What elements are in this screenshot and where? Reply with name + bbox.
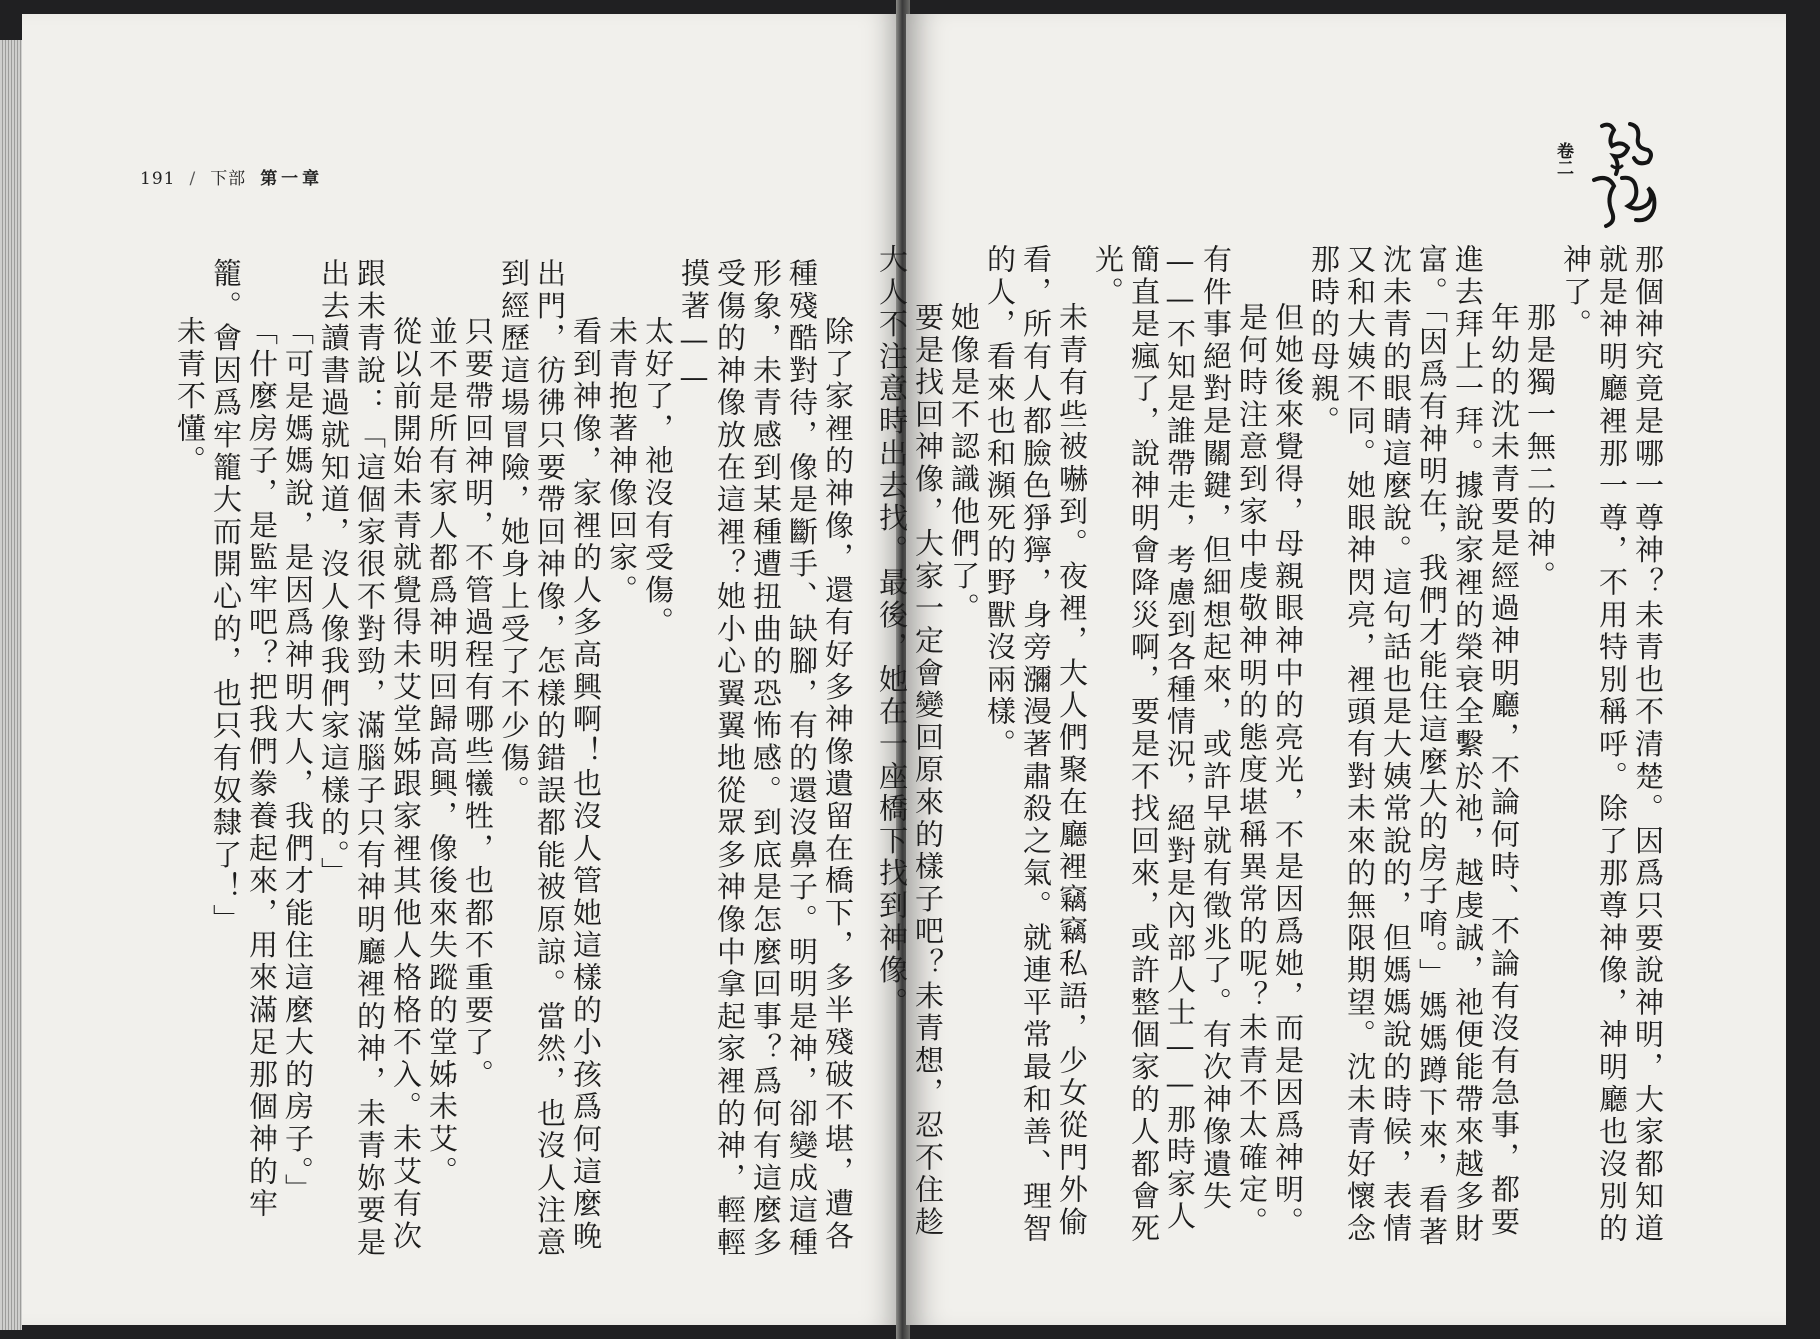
paragraph: 未青不懂。	[173, 316, 207, 478]
left-page	[22, 14, 900, 1325]
paragraph: 她像是不認識他們了。	[947, 302, 981, 625]
paragraph: 未青抱著神像回家。	[605, 316, 639, 607]
part-label: 下部	[210, 169, 247, 189]
left-page-text	[172, 258, 856, 1268]
running-head-separator: /	[189, 169, 197, 189]
paragraph: 是何時注意到家中虔敬神明的態度堪稱異常的呢？未青不太確定。有件事絕對是關鍵，但細想起來，或許早就有徵兆了。有次神像遺失——不知是誰帶走，考慮到各種情況，絕對是內部人士——那時家人簡直是瘋了，說神明會降災啊，要是不找回來，或許整個家的人都會死光。	[1091, 244, 1269, 1246]
chapter-label: 第一章	[260, 169, 324, 189]
paragraph: 那是獨一無二的神。	[1523, 302, 1557, 593]
paragraph: 「可是媽媽說，是因爲神明大人，我們才能住這麼大的房子。」	[281, 316, 315, 1206]
paragraph: 太好了，祂沒有受傷。	[641, 316, 675, 639]
paragraph: 年幼的沈未青要是經過神明廳，不論何時、不論有沒有急事，都要進去拜上一拜。據說家裡的榮衰全繫於祂，越虔誠，祂便能帶來越多財富。「因爲有神明在，我們才能住這麼大的房子唷。」媽媽蹲下來，看著沈未青的眼睛這麼說。這句話也是大姨常說的，但媽媽說的時候，表情又和大姨不同。她眼神閃亮，裡頭有對未來的無限期望。沈未青好懷念那時的母親。	[1307, 244, 1521, 1249]
paragraph: 從以前開始未青就覺得未艾堂姊跟家裡其他人格格不入。未艾有次跟未青說：「這個家很不對勁，滿腦子只有神明廳裡的神，未青妳要是出去讀書過就知道，沒人像我們家這樣的。」	[317, 258, 423, 1260]
paragraph: 「什麼房子，是監牢吧？把我們豢養起來，用來滿足那個神的牢籠。會因爲牢籠大而開心的，也只有奴隸了！」	[209, 258, 279, 1221]
running-head	[140, 164, 323, 189]
right-page	[875, 14, 1786, 1325]
page-edges	[0, 40, 22, 1330]
right-page-text	[874, 244, 1666, 1264]
paragraph: 只要帶回神明，不管過程有哪些犧牲，也都不重要了。	[461, 316, 495, 1092]
page-number: 191	[140, 169, 176, 189]
paragraph: 看到神像，家裡的人多高興啊！也沒人管她這樣的小孩爲何這麼晚出門，彷彿只要帶回神像，怎樣的錯誤都能被原諒。當然，也沒人注意到經歷這場冒險，她身上受了不少傷。	[497, 258, 603, 1260]
paragraph: 要是找回神像，大家一定會變回原來的樣子吧？未青想，忍不住趁大人不注意時出去找。最後，她在一座橋下找到神像。	[875, 244, 945, 1239]
volume-label: 卷二	[1553, 142, 1573, 176]
paragraph: 並不是所有家人都爲神明回歸高興，像後來失蹤的堂姊未艾。	[425, 316, 459, 1189]
paragraph: 未青有些被嚇到。夜裡，大人們聚在廳裡竊竊私語，少女從門外偷看，所有人都臉色猙獰，身旁瀰漫著肅殺之氣。就連平常最和善、理智的人，看來也和瀕死的野獸沒兩樣。	[983, 244, 1089, 1246]
book-seal-calligraphy-icon	[1572, 114, 1668, 234]
paragraph: 那個神究竟是哪一尊神？未青也不清楚。因爲只要說神明，大家都知道就是神明廳裡那一尊，不用特別稱呼。除了那尊神像，神明廳也沒別的神了。	[1559, 244, 1665, 1246]
paragraph: 但她後來覺得，母親眼神中的亮光，不是因爲她，而是因爲神明。	[1271, 302, 1305, 1239]
paragraph: 除了家裡的神像，還有好多神像遺留在橋下，多半殘破不堪，遭各種殘酷對待，像是斷手、缺腳，有的還沒鼻子。明明是神，卻變成這種形象，未青感到某種遭扭曲的恐怖感。到底是怎麼回事？爲何有這麼多受傷的神像放在這裡？她小心翼翼地從眾多神像中拿起家裡的神，輕輕摸著——	[677, 258, 855, 1260]
